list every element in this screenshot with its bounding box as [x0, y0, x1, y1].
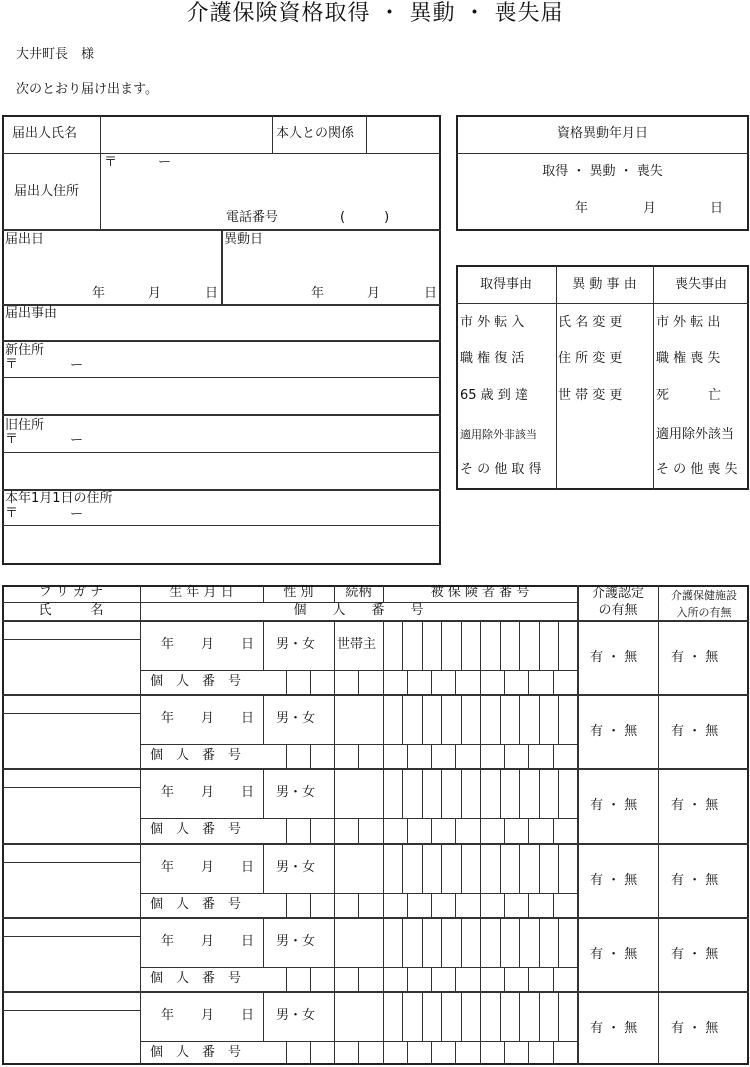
reason-loss-item[interactable]: 市 外 転 出	[656, 315, 721, 330]
applicant-name-field[interactable]	[102, 117, 270, 151]
birth-month: 月	[201, 785, 215, 800]
filing-day: 日	[205, 286, 219, 301]
furigana-field[interactable]	[4, 919, 138, 935]
birth-day: 日	[241, 711, 255, 726]
reason-change-item[interactable]: 世 帯 変 更	[558, 388, 623, 403]
facility-select[interactable]: 有 ・ 無	[671, 724, 719, 739]
birth-day: 日	[241, 860, 255, 875]
applicant-name-label: 届出人氏名	[12, 126, 78, 141]
sex-select[interactable]: 男・女	[276, 785, 316, 800]
birth-year: 年	[161, 1008, 175, 1023]
birth-month: 月	[201, 711, 215, 726]
personal-number-label: 個 人 番 号	[150, 674, 242, 689]
relation-field[interactable]	[368, 117, 438, 151]
furigana-field[interactable]	[4, 696, 138, 712]
care-cert-select[interactable]: 有 ・ 無	[590, 947, 638, 962]
jan1-postal-mark: 〒	[5, 506, 19, 521]
care-cert-select[interactable]: 有 ・ 無	[590, 1021, 638, 1036]
facility-select[interactable]: 有 ・ 無	[671, 650, 719, 665]
reason-loss-item[interactable]: 死 亡	[656, 388, 722, 403]
postal-mark: 〒	[104, 155, 118, 170]
addressee: 大井町長 様	[16, 47, 95, 62]
reason-acquisition-item[interactable]: 適用除外非該当	[460, 428, 537, 441]
jan1-address-label: 本年1月1日の住所	[5, 491, 113, 506]
header-facility-sub: 入所の有無	[676, 606, 732, 619]
reason-label: 届出事由	[5, 306, 58, 321]
relation-label: 本人との関係	[276, 126, 355, 141]
facility-select[interactable]: 有 ・ 無	[671, 873, 719, 888]
birth-year: 年	[161, 637, 175, 652]
intro-text: 次のとおり届け出ます。	[16, 82, 158, 97]
birth-year: 年	[161, 785, 175, 800]
reason-header-loss: 喪失事由	[674, 277, 727, 292]
header-birth: 生 年 月 日	[169, 585, 234, 600]
reason-header-change: 異 動 事 由	[572, 277, 637, 292]
furigana-field[interactable]	[4, 845, 138, 861]
care-cert-select[interactable]: 有 ・ 無	[590, 650, 638, 665]
header-insured-number: 被 保 険 者 番 号	[430, 585, 530, 600]
new-postal-dash: ー	[70, 358, 84, 373]
birth-day: 日	[241, 1008, 255, 1023]
birth-month: 月	[201, 934, 215, 949]
reason-change-item[interactable]: 氏 名 変 更	[558, 315, 623, 330]
old-address-label: 旧住所	[5, 418, 45, 433]
old-postal-dash: ー	[70, 433, 84, 448]
qualification-header: 資格異動年月日	[556, 126, 648, 141]
postal-dash: ー	[158, 155, 172, 170]
reason-acquisition-item[interactable]: 職 権 復 活	[460, 351, 525, 366]
old-postal-mark: 〒	[5, 432, 19, 447]
header-sex: 性 別	[283, 585, 314, 600]
new-postal-mark: 〒	[5, 357, 19, 372]
header-furigana: フ リ ガ ナ	[38, 585, 104, 600]
personal-number-label: 個 人 番 号	[150, 748, 242, 763]
personal-number-label: 個 人 番 号	[150, 971, 242, 986]
new-address-label: 新住所	[5, 343, 45, 358]
birth-month: 月	[201, 637, 215, 652]
furigana-field[interactable]	[4, 993, 138, 1009]
name-field[interactable]	[4, 1013, 138, 1061]
reasons-frame	[456, 265, 749, 490]
sex-select[interactable]: 男・女	[276, 860, 316, 875]
filing-year: 年	[92, 286, 106, 301]
sex-select[interactable]: 男・女	[276, 1008, 316, 1023]
birth-day: 日	[241, 785, 255, 800]
birth-year: 年	[161, 934, 175, 949]
care-cert-select[interactable]: 有 ・ 無	[590, 798, 638, 813]
birth-year: 年	[161, 711, 175, 726]
name-field[interactable]	[4, 716, 138, 764]
reason-header-acquisition: 取得事由	[479, 277, 532, 292]
relation-cell[interactable]: 世帯主	[337, 637, 377, 652]
header-personal-number: 個 人 番 号	[293, 603, 424, 618]
furigana-field[interactable]	[4, 770, 138, 786]
facility-select[interactable]: 有 ・ 無	[671, 1021, 719, 1036]
name-field[interactable]	[4, 642, 138, 690]
jan1-postal-dash: ー	[70, 507, 84, 522]
reason-loss-item[interactable]: 適用除外該当	[656, 427, 735, 442]
furigana-field[interactable]	[4, 622, 138, 638]
form-title: 介護保険資格取得 ・ 異動 ・ 喪失届	[186, 1, 564, 26]
applicant-address-field[interactable]	[102, 170, 438, 206]
birth-year: 年	[161, 860, 175, 875]
name-field[interactable]	[4, 939, 138, 987]
header-name: 氏 名	[38, 603, 104, 618]
care-cert-select[interactable]: 有 ・ 無	[590, 873, 638, 888]
change-day: 日	[424, 286, 438, 301]
birth-month: 月	[201, 860, 215, 875]
reason-loss-item[interactable]: そ の 他 喪 失	[656, 462, 738, 477]
qualification-day: 日	[710, 201, 724, 216]
name-field[interactable]	[4, 865, 138, 913]
reason-change-item[interactable]: 住 所 変 更	[558, 351, 623, 366]
header-relation: 続柄	[345, 585, 372, 600]
care-cert-select[interactable]: 有 ・ 無	[590, 724, 638, 739]
phone-label: 電話番号	[226, 210, 279, 225]
header-facility: 介護保健施設	[671, 589, 737, 602]
reason-acquisition-item[interactable]: 65 歳 到 達	[460, 388, 528, 403]
change-date-label: 異動日	[224, 232, 264, 247]
header-care-cert-sub: の有無	[598, 603, 638, 618]
personal-number-label: 個 人 番 号	[150, 1045, 242, 1060]
header-care-cert: 介護認定	[591, 586, 644, 601]
qualification-year: 年	[575, 201, 589, 216]
birth-day: 日	[241, 934, 255, 949]
change-month: 月	[367, 286, 381, 301]
qualification-month: 月	[643, 201, 657, 216]
sex-select[interactable]: 男・女	[276, 934, 316, 949]
personal-number-label: 個 人 番 号	[150, 822, 242, 837]
qualification-options[interactable]: 取得 ・ 異動 ・ 喪失	[542, 164, 663, 179]
facility-select[interactable]: 有 ・ 無	[671, 798, 719, 813]
filing-month: 月	[148, 286, 162, 301]
phone-field[interactable]: ( )	[340, 210, 390, 225]
reason-acquisition-item[interactable]: そ の 他 取 得	[460, 462, 542, 477]
name-field[interactable]	[4, 790, 138, 838]
applicant-address-label: 届出人住所	[14, 184, 80, 199]
change-year: 年	[311, 286, 325, 301]
birth-day: 日	[241, 637, 255, 652]
reason-loss-item[interactable]: 職 権 喪 失	[656, 351, 721, 366]
facility-select[interactable]: 有 ・ 無	[671, 947, 719, 962]
filing-date-label: 届出日	[5, 232, 45, 247]
personal-number-label: 個 人 番 号	[150, 897, 242, 912]
reason-acquisition-item[interactable]: 市 外 転 入	[460, 315, 525, 330]
sex-select[interactable]: 男・女	[276, 637, 316, 652]
sex-select[interactable]: 男・女	[276, 711, 316, 726]
birth-month: 月	[201, 1008, 215, 1023]
